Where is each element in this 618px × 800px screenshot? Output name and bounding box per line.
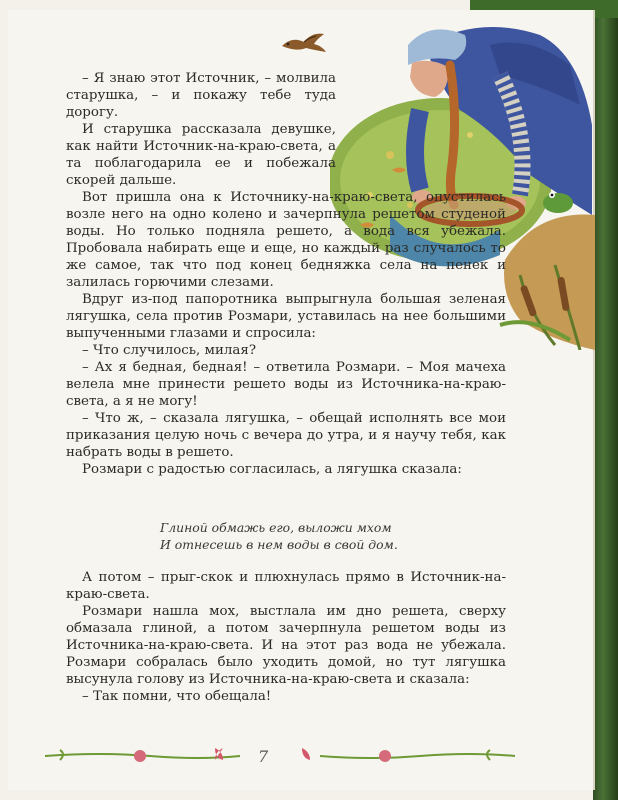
story-text-top xyxy=(66,70,506,478)
paragraph: А потом – прыг-скок и плюхнулась прямо в Источник-на-краю-света. xyxy=(66,570,506,602)
verse-line: Глиной обмажь его, выложи мхом xyxy=(160,520,392,535)
paragraph: Розмари нашла мох, выстлала им дно решета, сверху обмазала глиной, а потом зачерпнула решетом воды из Источника-на-краю-света. И на этот раз вода не убежала. Розмари собралась было уходить домой, но тут лягушка высунула голову из Источника-на-краю-света и сказала: xyxy=(66,604,506,687)
paragraph: Розмари с радостью согласилась, а лягушка сказала: xyxy=(82,462,462,477)
paragraph: – Ах я бедная, бедная! – ответила Розмари. – Моя мачеха велела мне принести решето воды из Источника-на-краю-света, а я не могу! xyxy=(66,360,506,409)
paragraph: Вдруг из-под папоротника выпрыгнула большая зеленая лягушка, села против Розмари, уставилась на нее большими выпученными глазами и спросила: xyxy=(66,292,506,341)
paragraph: – Так помни, что обещала! xyxy=(82,689,272,704)
verse-line: И отнесешь в нем воды в свой дом. xyxy=(160,537,398,552)
paragraph: Вот пришла она к Источнику-на-краю-света, опустилась возле него на одно колено и зачерпнула решетом студеной воды. Но только подняла решето, а вода вся убежала. Пробовала набирать еще и еще, но каждый раз случалось то же самое, так что под конец бедняжка села на пенек и залилась горючими слезами. xyxy=(66,190,506,290)
paragraph: – Я знаю этот Источник, – молвила старушка, – и покажу тебе туда дорогу. xyxy=(66,71,336,120)
story-text-bottom xyxy=(66,569,506,705)
book-spine xyxy=(593,0,618,800)
page-number: 7 xyxy=(258,747,269,766)
floral-vine-ornament-icon xyxy=(40,740,520,770)
paragraph: – Что случилось, милая? xyxy=(82,343,257,358)
paragraph: – Что ж, – сказала лягушка, – обещай исполнять все мои приказания целую ночь с вечера до утра, и я научу тебя, как набрать воды в решето. xyxy=(66,411,506,460)
verse xyxy=(160,519,460,553)
bird-ornament-icon xyxy=(278,28,330,56)
paragraph: И старушка рассказала девушке, как найти Источник-на-краю-света, а та поблагодарила ее и побежала скорей дальше. xyxy=(66,122,336,188)
